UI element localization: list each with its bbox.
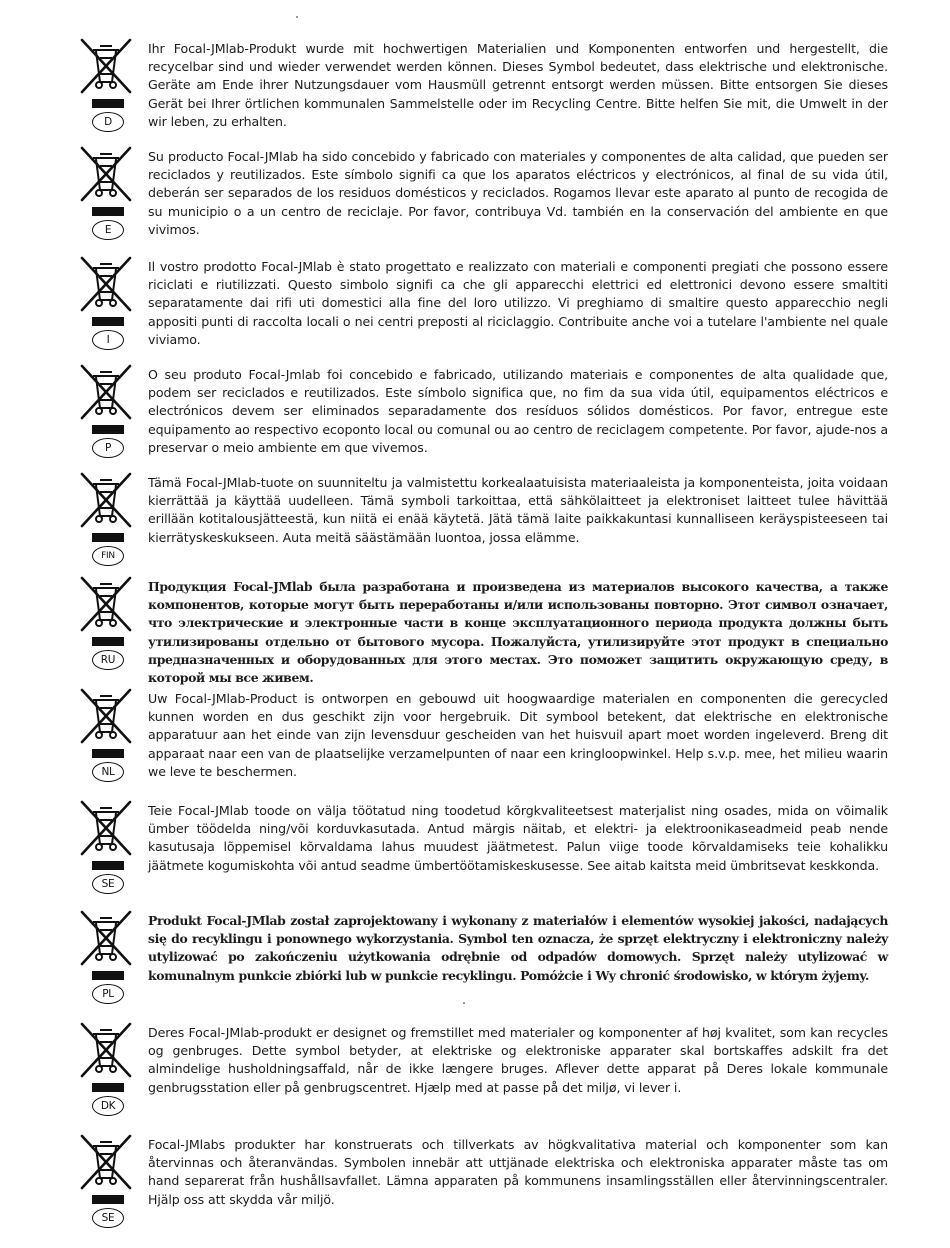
weee-bar [92,971,124,980]
scan-speck [296,16,298,18]
weee-bar [92,207,124,216]
country-code-badge: D [92,112,124,132]
crossed-bin-icon [78,908,134,968]
country-code-badge: E [92,220,124,240]
notice-text-se: Focal-JMlabs produkter har konstruerats och tillverkats av högkvalitativa material och komponenter som kan återvinnas och återanvändas. Symbolen innebär att uttjänade elektriska och elektroniska apparater måste tas om hand separerat från hushållsavfallet. Lämna apparaten på kommunens insamlingsställen eller återvinningscentraler. Hjälp oss att skydda vår miljö. [148,1137,888,1207]
weee-bar [92,861,124,870]
country-code-badge: I [92,330,124,350]
country-code-badge: FIN [92,546,124,566]
weee-bar [92,317,124,326]
weee-symbol [78,36,134,132]
notice-text-pt: O seu produto Focal-Jmlab foi concebido e fabricado, utilizando materiais e componentes de alta qualidade que, podem ser reciclados e reutilizados. Este símbolo significa que, no fim da sua vida útil, equipamentos eléctricos e electrónicos devem ser eliminados separadamente dos resíduos sólidos domésticos. Por favor, entregue este equipamento ao respectivo ecoponto local ou comunal ou ao centro de reciclagem competente. Por favor, ajude-nos a preservar o meio ambiente em que vivemos. [148,367,888,455]
country-code-badge: DK [92,1096,124,1116]
crossed-bin-icon [78,470,134,530]
notice-text-nl: Uw Focal-JMlab-Product is ontworpen en gebouwd uit hoogwaardige materialen en componenten die gerecycled kunnen worden en dus geschikt zijn voor hergebruik. Dit symbool betekent, dat elektrische en elektronische apparatuur aan het einde van zijn levensduur gescheiden van het huisvuil apart moet worden ingeleverd. Breng dit apparaat naar een van de plaatselijke verzamelpunten of naar een kringloopwinkel. Help s.v.p. mee, het milieu waarin we leve te beschermen. [148,691,888,779]
weee-bar [92,749,124,758]
weee-symbol [78,574,134,670]
weee-symbol [78,686,134,782]
crossed-bin-icon [78,362,134,422]
notice-text-it: Il vostro prodotto Focal-JMlab è stato progettato e realizzato con materiali e componenti pregiati che possono essere riciclati e riutilizzati. Questo simbolo signifi ca che gli apparecchi elettrici ed elettronici devono essere smaltiti separatamente dai rifi uti domestici alla fine del loro utilizzo. Vi preghiamo di smaltire questo apparecchio negli appositi punti di raccolta locali o nei centri preposti al riciclaggio. Contribuite anche voi a tutelare l'ambiente nel quale viviamo. [148,259,888,347]
weee-symbol [78,1020,134,1116]
country-code-badge: RU [92,650,124,670]
notice-text-ee: Teie Focal-JMlab toode on välja töötatud ning toodetud kõrgkvaliteetsest materjalist ning osades, mida on võimalik ümber töödelda ning/või korduvkasutada. Antud märgis näitab, et elektri- ja elektroonikaseadmeid peab nende kasutusaja lõppemisel kõrvaldama lahus muudest jäätmetest. Palun viige toode kõrvaldamiseks teie kohalikku jäätmete kogumiskohta või antud seadme ümbertöötamiskeskusesse. See aitab kaitsta meid ümbritsevat keskkonda. [148,803,888,873]
country-code-badge: SE [92,874,124,894]
weee-bar [92,1083,124,1092]
crossed-bin-icon [78,798,134,858]
weee-bar [92,1195,124,1204]
weee-symbol [78,470,134,566]
weee-symbol [78,254,134,350]
weee-symbol [78,798,134,894]
weee-bar [92,99,124,108]
crossed-bin-icon [78,1132,134,1192]
crossed-bin-icon [78,574,134,634]
crossed-bin-icon [78,686,134,746]
weee-bar [92,637,124,646]
crossed-bin-icon [78,144,134,204]
notice-text-ru: Продукция Focal-JMlab была разработана и произведена из материалов высокого качества, а также компонентов, которые могут быть переработаны и/или использованы повторно. Этот символ означает, что электрические и электронные части в конце эксплуатационного периода продукта должны быть утилизированы отдельно от бытового мусора. Пожалуйста, утилизируйте этот продукт в специально предназначенных и оборудованных для этого местах. Это поможет защитить окружающую среду, в которой мы все живем. [148,579,888,686]
notice-text-fin: Tämä Focal-JMlab-tuote on suunniteltu ja valmistettu korkealaatuisista materiaaleista ja komponenteista, joita voidaan kierrättää ja käyttää uudelleen. Tämä symboli tarkoittaa, että sähkölaitteet ja elektroniset laitteet tulee hävittää erillään kotitalousjätteestä, kun niitä ei enää käytetä. Jätä tämä laite paikkakuntasi kunnalliseen keräyspisteeseen tai kierrätyskeskukseen. Auta meitä säästämään luontoa, jossa elämme. [148,475,888,545]
weee-symbol [78,362,134,458]
crossed-bin-icon [78,254,134,314]
notice-text-dk: Deres Focal-JMlab-produkt er designet og fremstillet med materialer og komponenter af høj kvalitet, som kan recycles og genbruges. Dette symbol betyder, at elektriske og elektroniske apparater skal bortskaffes adskilt fra det almindelige husholdningsaffald, når de ikke længere bruges. Aflever dette apparat på Deres lokale kommunale genbrugsstation eller på genbrugscentret. Hjælp med at passe på det miljø, vi lever i. [148,1025,888,1095]
country-code-badge: NL [92,762,124,782]
notice-text-de: Ihr Focal-JMlab-Produkt wurde mit hochwertigen Materialien und Komponenten entworfen und hergestellt, die recycelbar sind und wieder verwendet werden können. Dieses Symbol bedeutet, dass elektrische und elektronische. Geräte am Ende ihrer Nutzungsdauer vom Hausmüll getrennt entsorgt werden müssen. Bitte entsorgen Sie dieses Gerät bei Ihrer örtlichen kommunalen Sammelstelle oder im Recycling Centre. Bitte helfen Sie mit, die Umwelt in der wir leben, zu erhalten. [148,41,888,129]
country-code-badge: P [92,438,124,458]
notice-text-es: Su producto Focal-JMlab ha sido concebido y fabricado con materiales y componentes de alta calidad, que pueden ser reciclados y reutilizados. Este símbolo signifi ca que los aparatos eléctricos y electrónicos, al final de su vida útil, deberán ser separados de los residuos domésticos y reciclados. Rogamos llevar este aparato al punto de recogida de su municipio o a un centro de reciclaje. Por favor, contribuya Vd. también en la conservación del ambiente en que vivimos. [148,149,888,237]
country-code-badge: SE [92,1208,124,1228]
country-code-badge: PL [92,984,124,1004]
weee-symbol [78,1132,134,1228]
scan-speck [463,1002,465,1004]
crossed-bin-icon [78,1020,134,1080]
weee-symbol [78,908,134,1004]
weee-bar [92,533,124,542]
weee-symbol [78,144,134,240]
crossed-bin-icon [78,36,134,96]
notice-text-pl: Produkt Focal-JMlab został zaprojektowany i wykonany z materiałów i elementów wysokiej jakości, nadających się do recyklingu i ponownego wykorzystania. Symbol ten oznacza, że sprzęt elektryczny i elektroniczny należy utylizować po zakończeniu użytkowania odrębnie od odpadów domowych. Sprzęt należy utylizować w komunalnym punkcie zbiórki lub w punkcie recyklingu. Pomóżcie i Wy chronić środowisko, w którym żyjemy. [148,913,888,983]
weee-bar [92,425,124,434]
